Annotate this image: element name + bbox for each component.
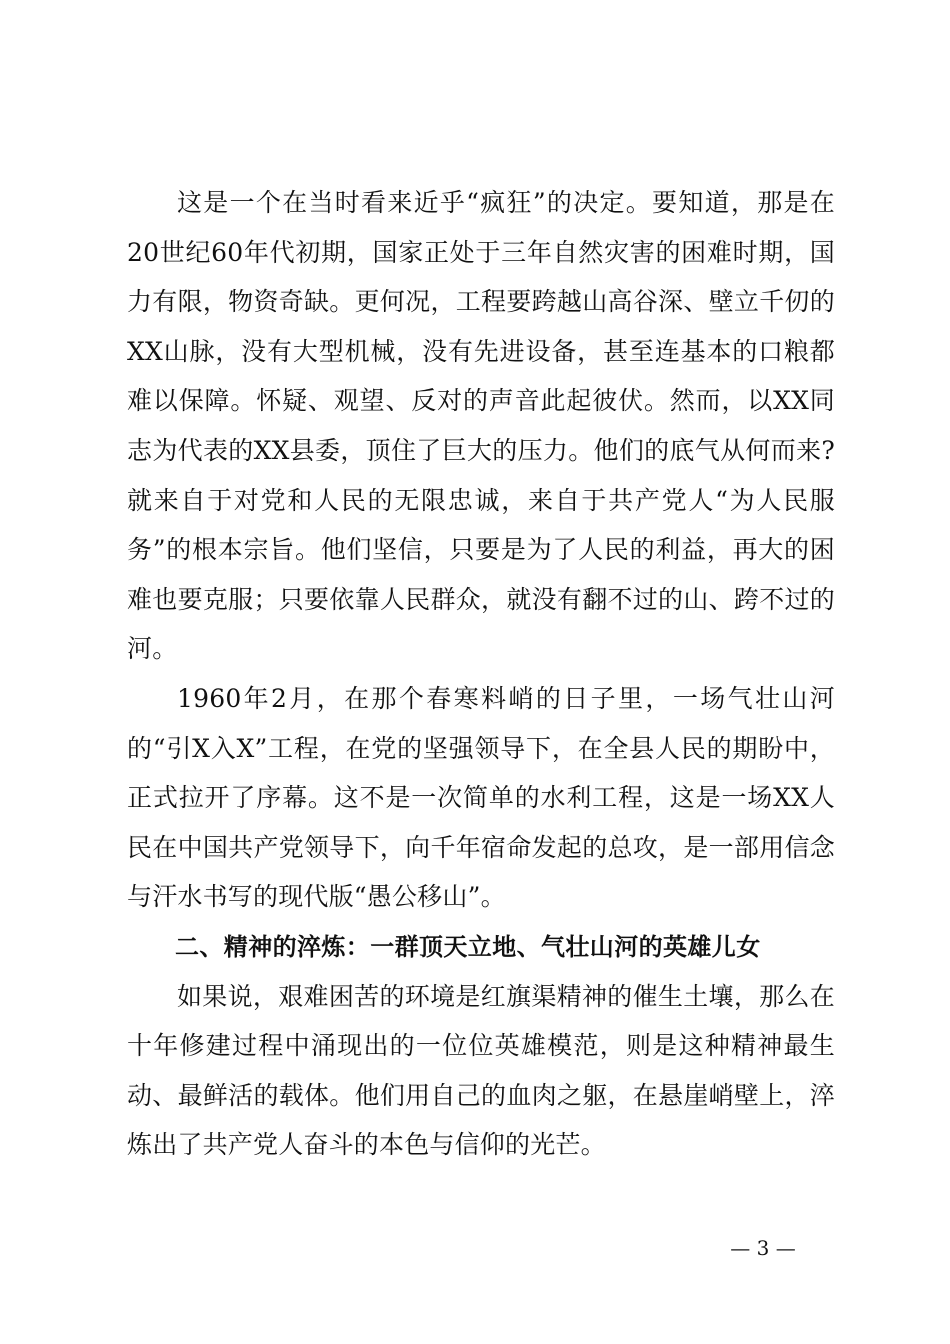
section-heading: 二、精神的淬炼：一群顶天立地、气壮山河的英雄儿女 (175, 931, 761, 961)
page-number: — 3 — (730, 1236, 796, 1260)
body-paragraph-3: 如果说，艰难困苦的环境是红旗渠精神的催生土壤，那么在十年修建过程中涌现出的一位位英雄模范，则是这种精神最生动、最鲜活的载体。他们用自己的血肉之躯，在悬崖峭壁上，淬炼出了共产党人奋斗的本色与信仰的光芒。 (127, 981, 835, 1160)
body-paragraph-1: 这是一个在当时看来近乎“疯狂”的决定。要知道，那是在20世纪60年代初期，国家正处于三年自然灾害的困难时期，国力有限，物资奇缺。更何况，工程要跨越山高谷深、壁立千仞的XX山脉，没有大型机械，没有先进设备，甚至连基本的口粮都难以保障。怀疑、观望、反对的声音此起彼伏。然而，以XX同志为代表的XX县委，顶住了巨大的压力。他们的底气从何而来?就来自于对党和人民的无限忠诚，来自于共产党人“为人民服务”的根本宗旨。他们坚信，只要是为了人民的利益，再大的困难也要克服；只要依靠人民群众，就没有翻不过的山、跨不过的河。 (127, 188, 835, 664)
document-body (127, 178, 835, 1170)
body-paragraph-2: 1960年2月，在那个春寒料峭的日子里，一场气壮山河的“引X入X”工程，在党的坚强领导下，在全县人民的期盼中，正式拉开了序幕。这不是一次简单的水利工程，这是一场XX人民在中国共产党领导下，向千年宿命发起的总攻，是一部用信念与汗水书写的现代版“愚公移山”。 (127, 683, 835, 912)
